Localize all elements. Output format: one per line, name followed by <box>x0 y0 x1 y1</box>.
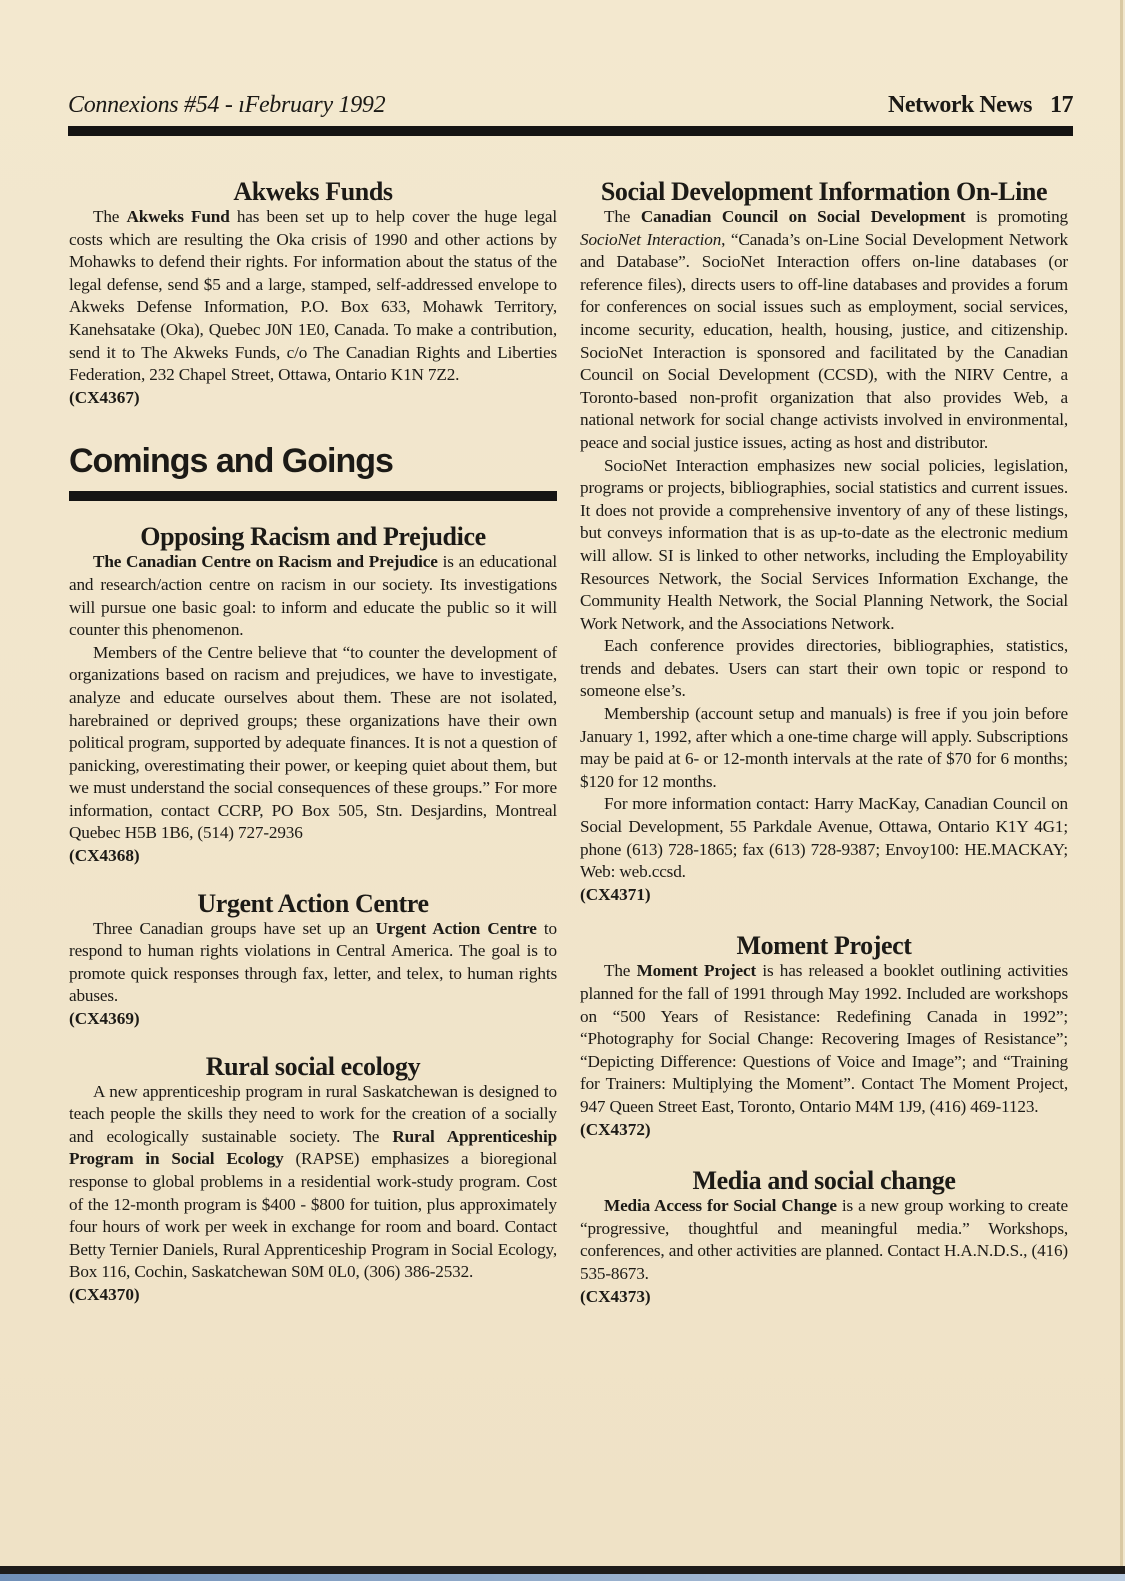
right-column <box>580 178 1068 1308</box>
article-title: Social Development Information On-Line <box>600 177 1048 206</box>
section-name: Network News <box>888 92 1032 118</box>
text-run: The <box>93 207 127 226</box>
article-akweks-funds <box>69 178 557 409</box>
article-body: Membership (account setup and manuals) is free if you join before January 1, 1992, after which a one-time charge will apply. Subscriptions may be paid at 6- or 12-month intervals at the rate of $70 for 6 months; $120 for 12 months. <box>580 704 1068 791</box>
text-run: to respond to human rights violations in Central America. The goal is to promote quick responses through fax, letter, and telex, to human rights abuses. <box>69 918 558 1006</box>
article-social-development-online <box>580 178 1068 906</box>
text-run: (RAPSE) emphasizes a bioregional response to global problems in a residential work-study program. Cost of the 12-month program is $400 - $800 for tuition, plus approximately four hours of work per week in exchange for room and board. Contact Betty Ternier Daniels, Rural Apprenticeship Program in Social Ecology, Box 116, Cochin, Saskatchewan S0M 0L0, (306) 386-2532. <box>69 1149 557 1282</box>
article-body: Members of the Centre believe that “to counter the development of organizations based on racism and prejudices, we have to investigate, analyze and educate ourselves about them. These are not isolated, harebrained or deprived groups; these organizations have their own political program, supported by adequate finances. It is not a question of panicking, overestimating their power, or keeping quiet about them, but we must understand the social consequences of these groups.” For more information, contact CCRP, PO Box 505, Stn. Desjardins, Montreal Quebec H5B 1B6, (514) 727-2936 <box>69 642 557 843</box>
article-body <box>580 960 1068 1118</box>
publication-issue: Connexions #54 - ıFebruary 1992 <box>68 92 386 118</box>
article-urgent-action-centre <box>69 890 557 1031</box>
text-run: , “Canada’s on-Line Social Development Network and Database”. SocioNet Interaction offers on-line databases (or reference files), directs users to off-line databases and provides a forum for conferences on social issues such as employment, social services, income security, education, health, housing, justice, and citizenship. SocioNet Interaction is sponsored and facilitated by the Canadian Council on Social Development (CCSD), with the NIRV Centre, a Toronto-based non-profit organization that also provides Web, a national network for social change activists involved in environmental, peace and social justice issues, acting as host and distributor. <box>580 229 1068 452</box>
article-title: Media and social change <box>692 1166 956 1196</box>
header-rule <box>68 126 1073 136</box>
text-run: is a new group working to create “progressive, thoughtful and meaningful media.” Workshops, conferences, and other activities are planned. Contact H.A.N.D.S., (416) 535-8673. <box>580 1196 1068 1283</box>
article-title: Opposing Racism and Prejudice <box>140 522 486 552</box>
text-run: is an educational and research/action centre on racism in our society. Its investigations will pursue one basic goal: to inform and educate the public so it will counter this phenomenon. <box>69 552 558 640</box>
bold-organization-name: Urgent Action Centre <box>375 918 537 938</box>
reference-code: (CX4369) <box>69 1009 140 1029</box>
page-header <box>68 92 1073 124</box>
article-body <box>580 1195 1068 1285</box>
reference-code: (CX4370) <box>69 1284 140 1304</box>
bold-organization-name: Canadian Council on Social Development <box>640 207 966 226</box>
article-body <box>69 1081 557 1284</box>
text-run: The <box>604 961 637 981</box>
article-body: SocioNet Interaction emphasizes new social policies, legislation, programs or projects, bibliographies, social statistics and current issues. It does not provide a comprehensive inventory of any of these listings, but conveys information that is as up-to-date as the electronic medium will allow. SI is linked to other networks, including the Employability Resources Network, the Social Services Information Exchange, the Community Health Network, the Social Planning Network, the Social Work Network, and the Associations Network. <box>580 455 1068 633</box>
article-moment-project <box>580 932 1068 1141</box>
bold-organization-name: Akweks Fund <box>126 207 230 226</box>
section-header-comings-and-goings <box>69 441 557 501</box>
text-run: The <box>604 207 641 226</box>
text-run: has been set up to help cover the huge legal costs which are resulting the Oka crisis of 1990 and other actions by Mohawks to defend their rights. For information about the status of the legal defense, send $5 and a large, stamped, self-addressed envelope to Akweks Defense Information, P.O. Box 633, Mohawk Territory, Kanehsatake (Oka), Quebec J0N 1E0, Canada. To make a contribution, send it to The Akweks Funds, c/o The Canadian Rights and Liberties Federation, 232 Chapel Street, Ottawa, Ontario K1N 7Z2. <box>69 207 557 385</box>
article-body <box>69 206 557 387</box>
article-body <box>69 918 557 1008</box>
page-number: 17 <box>1050 92 1073 118</box>
article-body <box>580 206 1068 455</box>
text-run: A new apprenticeship program in rural Saskatchewan is designed to teach people the skills they need to work for the creation of a socially and ecologically sustainable society. The <box>69 1081 557 1146</box>
article-title: Moment Project <box>736 931 912 961</box>
italic-product-name: SocioNet Interaction <box>580 229 722 249</box>
reference-code: (CX4368) <box>69 846 140 866</box>
article-body: Each conference provides directories, bibliographies, statistics, trends and debates. Users can start their own topic or respond to someone else’s. <box>580 636 1068 701</box>
bold-organization-name: Media Access for Social Change <box>604 1196 837 1216</box>
section-rule <box>69 491 557 501</box>
bold-organization-name: The Canadian Centre on Racism and Prejudice <box>93 552 438 572</box>
page-bottom-edge <box>0 1566 1125 1574</box>
article-body <box>69 551 557 641</box>
article-title: Rural social ecology <box>205 1051 421 1081</box>
section-title: Comings and Goings <box>69 442 393 481</box>
reference-code: (CX4367) <box>69 387 140 407</box>
reference-code: (CX4372) <box>580 1119 651 1139</box>
article-media-and-social-change <box>580 1167 1068 1308</box>
text-run: is has released a booklet outlining activities planned for the fall of 1991 through May 1992. Included are workshops on “500 Years of Resistance: Redefining Canada in 1992”; “Photography for Social Change: Recovering Images of Resistance”; “Depicting Difference: Questions of Voice and Image”; and “Training for Trainers: Multiplying the Moment”. Contact The Moment Project, 947 Queen Street East, Toronto, Ontario M4M 1J9, (416) 469-1123. <box>580 961 1069 1116</box>
text-run: Three Canadian groups have set up an <box>93 918 376 938</box>
text-run: is promoting <box>965 207 1069 226</box>
bold-organization-name: Rural Apprenticeship Program in Social Ecology <box>69 1126 557 1169</box>
reference-code: (CX4371) <box>580 884 651 904</box>
reference-code: (CX4373) <box>580 1286 651 1306</box>
scan-background-strip <box>0 1574 1125 1581</box>
section-and-page <box>888 92 1073 119</box>
left-column <box>69 178 557 1307</box>
article-title: Urgent Action Centre <box>197 888 429 918</box>
article-opposing-racism <box>69 523 557 867</box>
article-title: Akweks Funds <box>233 177 393 206</box>
bold-organization-name: Moment Project <box>636 961 757 981</box>
article-rural-social-ecology <box>69 1053 557 1307</box>
article-body: For more information contact: Harry MacKay, Canadian Council on Social Development, 55 Parkdale Avenue, Ottawa, Ontario K1Y 4G1; phone (613) 728-1865; fax (613) 728-9387; Envoy100: HE.MACKAY; Web: web.ccsd. <box>580 794 1068 882</box>
